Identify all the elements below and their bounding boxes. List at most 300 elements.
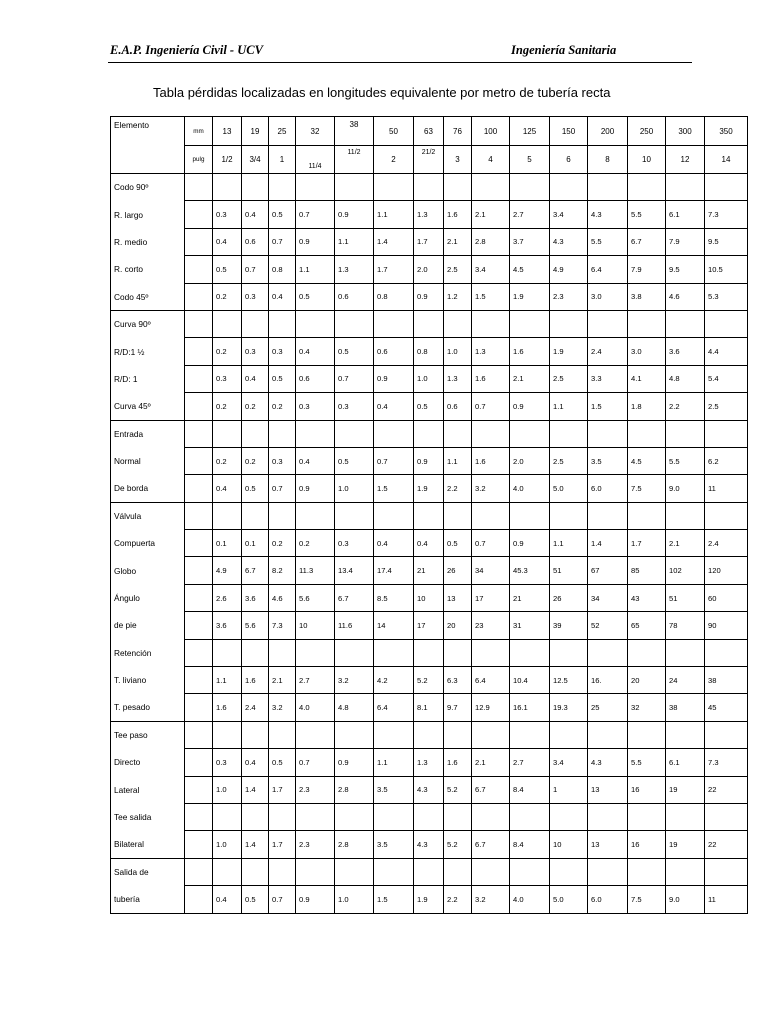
row-label: Curva 45º: [111, 393, 185, 420]
value-cell: 6.0: [588, 886, 628, 913]
value-cell: 1.1: [444, 447, 472, 474]
value-cell: 3.4: [472, 256, 510, 283]
value-cell: 1.7: [628, 530, 666, 557]
value-cell: 0.1: [213, 530, 242, 557]
value-cell: 5.2: [444, 831, 472, 858]
row-label: De borda: [111, 475, 185, 502]
value-cell: 1.3: [472, 338, 510, 365]
value-cell: [213, 174, 242, 201]
value-cell: 0.3: [269, 338, 296, 365]
value-cell: 0.2: [242, 393, 269, 420]
value-cell: [550, 858, 588, 885]
value-cell: 0.3: [335, 530, 374, 557]
value-cell: 4.3: [414, 776, 444, 803]
value-cell: 17.4: [374, 557, 414, 584]
value-cell: [628, 502, 666, 529]
table-row: [111, 338, 748, 365]
unit-spacer-cell: [185, 502, 213, 529]
value-cell: [296, 721, 335, 748]
value-cell: [414, 174, 444, 201]
unit-spacer-cell: [185, 475, 213, 502]
value-cell: 9.5: [705, 228, 748, 255]
value-cell: [414, 639, 444, 666]
value-cell: [444, 803, 472, 830]
value-cell: 13: [588, 776, 628, 803]
value-cell: 1.0: [335, 886, 374, 913]
value-cell: 3.2: [472, 475, 510, 502]
value-cell: 4.3: [588, 201, 628, 228]
value-cell: 0.5: [296, 283, 335, 310]
value-cell: 1.6: [213, 694, 242, 721]
unit-spacer-cell: [185, 310, 213, 337]
table-row: [111, 639, 748, 666]
value-cell: [705, 803, 748, 830]
value-cell: 4.8: [666, 365, 705, 392]
value-cell: [414, 721, 444, 748]
diameter-pulg: 11/4: [296, 146, 335, 174]
value-cell: 9.7: [444, 694, 472, 721]
value-cell: 2.4: [242, 694, 269, 721]
value-cell: [335, 420, 374, 447]
row-label: Válvula: [111, 502, 185, 529]
value-cell: 1.1: [335, 228, 374, 255]
value-cell: 2.2: [444, 886, 472, 913]
value-cell: 8.4: [510, 831, 550, 858]
value-cell: 1.3: [414, 201, 444, 228]
table-row: [111, 858, 748, 885]
value-cell: [666, 803, 705, 830]
value-cell: 0.2: [269, 530, 296, 557]
value-cell: 0.5: [444, 530, 472, 557]
table-row: [111, 447, 748, 474]
value-cell: 1.9: [414, 886, 444, 913]
value-cell: [705, 310, 748, 337]
row-label: R. corto: [111, 256, 185, 283]
value-cell: 0.4: [374, 530, 414, 557]
value-cell: [269, 858, 296, 885]
unit-spacer-cell: [185, 886, 213, 913]
value-cell: 0.2: [269, 393, 296, 420]
value-cell: 6.7: [335, 584, 374, 611]
row-label: R. medio: [111, 228, 185, 255]
value-cell: [444, 174, 472, 201]
value-cell: 85: [628, 557, 666, 584]
value-cell: 2.2: [444, 475, 472, 502]
diameter-pulg: 4: [472, 146, 510, 174]
row-label: Ángulo: [111, 584, 185, 611]
value-cell: 6.7: [472, 776, 510, 803]
value-cell: 60: [705, 584, 748, 611]
value-cell: 0.6: [296, 365, 335, 392]
value-cell: 5.5: [666, 447, 705, 474]
value-cell: 4.9: [550, 256, 588, 283]
value-cell: [666, 310, 705, 337]
value-cell: 6.4: [588, 256, 628, 283]
value-cell: 4.5: [510, 256, 550, 283]
value-cell: 0.2: [213, 447, 242, 474]
value-cell: [242, 803, 269, 830]
table-row: [111, 393, 748, 420]
table-body: [111, 117, 748, 914]
value-cell: 0.3: [213, 365, 242, 392]
value-cell: 2.5: [444, 256, 472, 283]
value-cell: 78: [666, 612, 705, 639]
value-cell: 2.1: [472, 201, 510, 228]
value-cell: 1.3: [444, 365, 472, 392]
value-cell: 3.5: [588, 447, 628, 474]
value-cell: 8.4: [510, 776, 550, 803]
value-cell: 1.0: [414, 365, 444, 392]
value-cell: 2.4: [705, 530, 748, 557]
unit-spacer-cell: [185, 447, 213, 474]
value-cell: 1.4: [374, 228, 414, 255]
row-label: Curva 90º: [111, 310, 185, 337]
value-cell: 0.4: [269, 283, 296, 310]
value-cell: 3.5: [374, 831, 414, 858]
value-cell: 0.3: [242, 338, 269, 365]
value-cell: 0.2: [242, 447, 269, 474]
diameter-mm: 63: [414, 117, 444, 146]
value-cell: 0.7: [296, 201, 335, 228]
value-cell: [510, 310, 550, 337]
value-cell: 0.5: [242, 886, 269, 913]
value-cell: 0.9: [414, 283, 444, 310]
value-cell: 0.6: [444, 393, 472, 420]
value-cell: [296, 502, 335, 529]
value-cell: 2.5: [705, 393, 748, 420]
value-cell: 3.6: [666, 338, 705, 365]
value-cell: 6.4: [472, 667, 510, 694]
value-cell: 11: [705, 886, 748, 913]
value-cell: 0.7: [472, 530, 510, 557]
diameter-pulg: 2: [374, 146, 414, 174]
value-cell: [705, 502, 748, 529]
value-cell: [510, 502, 550, 529]
value-cell: 0.5: [269, 749, 296, 776]
row-label: Compuerta: [111, 530, 185, 557]
value-cell: [705, 420, 748, 447]
row-label: Entrada: [111, 420, 185, 447]
value-cell: 3.2: [472, 886, 510, 913]
value-cell: [213, 502, 242, 529]
table-row: [111, 776, 748, 803]
value-cell: 1.6: [472, 365, 510, 392]
value-cell: [444, 310, 472, 337]
value-cell: [335, 721, 374, 748]
diameter-mm: 13: [213, 117, 242, 146]
row-label: Directo: [111, 749, 185, 776]
value-cell: 2.1: [444, 228, 472, 255]
value-cell: 0.5: [414, 393, 444, 420]
value-cell: 90: [705, 612, 748, 639]
value-cell: 1.7: [269, 831, 296, 858]
value-cell: 22: [705, 776, 748, 803]
value-cell: 0.4: [213, 886, 242, 913]
diameter-mm: 125: [510, 117, 550, 146]
value-cell: 0.6: [242, 228, 269, 255]
value-cell: 32: [628, 694, 666, 721]
value-cell: 16: [628, 831, 666, 858]
value-cell: 1.1: [550, 530, 588, 557]
value-cell: [628, 310, 666, 337]
value-cell: 19: [666, 831, 705, 858]
value-cell: [666, 420, 705, 447]
value-cell: 2.1: [666, 530, 705, 557]
value-cell: [374, 310, 414, 337]
value-cell: 0.9: [510, 530, 550, 557]
document-title: Tabla pérdidas localizadas en longitudes equivalente por metro de tubería recta: [153, 85, 611, 100]
diameter-pulg: 11/2: [335, 146, 374, 174]
value-cell: 0.9: [296, 475, 335, 502]
value-cell: 0.7: [335, 365, 374, 392]
diameter-mm: 50: [374, 117, 414, 146]
value-cell: [628, 858, 666, 885]
table-row: [111, 228, 748, 255]
value-cell: [550, 174, 588, 201]
diameter-pulg: 14: [705, 146, 748, 174]
value-cell: 22: [705, 831, 748, 858]
value-cell: 12.5: [550, 667, 588, 694]
value-cell: 1.1: [550, 393, 588, 420]
value-cell: [588, 803, 628, 830]
value-cell: 4.0: [510, 886, 550, 913]
value-cell: [213, 639, 242, 666]
value-cell: [628, 174, 666, 201]
value-cell: [666, 174, 705, 201]
value-cell: 1.7: [374, 256, 414, 283]
value-cell: 3.8: [628, 283, 666, 310]
value-cell: [296, 420, 335, 447]
value-cell: 0.3: [335, 393, 374, 420]
row-label: T. liviano: [111, 667, 185, 694]
value-cell: 0.6: [374, 338, 414, 365]
value-cell: [269, 174, 296, 201]
value-cell: 3.4: [550, 201, 588, 228]
value-cell: [374, 420, 414, 447]
value-cell: 4.0: [510, 475, 550, 502]
value-cell: [296, 858, 335, 885]
unit-spacer-cell: [185, 858, 213, 885]
value-cell: 14: [374, 612, 414, 639]
table-row: [111, 420, 748, 447]
value-cell: [296, 803, 335, 830]
unit-spacer-cell: [185, 283, 213, 310]
value-cell: 6.4: [374, 694, 414, 721]
value-cell: 2.0: [510, 447, 550, 474]
unit-spacer-cell: [185, 639, 213, 666]
value-cell: 25: [588, 694, 628, 721]
value-cell: [374, 803, 414, 830]
value-cell: 1: [550, 776, 588, 803]
value-cell: [705, 174, 748, 201]
value-cell: 0.9: [335, 749, 374, 776]
value-cell: 1.7: [414, 228, 444, 255]
value-cell: 12.9: [472, 694, 510, 721]
value-cell: 0.9: [510, 393, 550, 420]
unit-spacer-cell: [185, 256, 213, 283]
value-cell: [374, 721, 414, 748]
value-cell: 19: [666, 776, 705, 803]
value-cell: [472, 502, 510, 529]
table-row: [111, 174, 748, 201]
value-cell: 1.1: [213, 667, 242, 694]
unit-spacer-cell: [185, 749, 213, 776]
value-cell: 4.0: [296, 694, 335, 721]
value-cell: 24: [666, 667, 705, 694]
value-cell: 6.7: [242, 557, 269, 584]
row-label: Bilateral: [111, 831, 185, 858]
diameter-pulg: 5: [510, 146, 550, 174]
value-cell: 0.9: [296, 886, 335, 913]
value-cell: [666, 502, 705, 529]
value-cell: 6.0: [588, 475, 628, 502]
row-label: Normal: [111, 447, 185, 474]
diameter-pulg: 12: [666, 146, 705, 174]
value-cell: [414, 858, 444, 885]
diameter-mm: 25: [269, 117, 296, 146]
header-institution: E.A.P. Ingeniería Civil - UCV: [110, 43, 263, 57]
value-cell: 10: [550, 831, 588, 858]
value-cell: 34: [588, 584, 628, 611]
value-cell: 34: [472, 557, 510, 584]
value-cell: [550, 420, 588, 447]
value-cell: 0.7: [374, 447, 414, 474]
value-cell: [705, 639, 748, 666]
value-cell: [444, 502, 472, 529]
value-cell: 1.6: [444, 201, 472, 228]
value-cell: 2.4: [588, 338, 628, 365]
value-cell: 120: [705, 557, 748, 584]
value-cell: [472, 803, 510, 830]
value-cell: 0.7: [269, 886, 296, 913]
table-row: [111, 803, 748, 830]
value-cell: 2.8: [335, 831, 374, 858]
value-cell: 39: [550, 612, 588, 639]
value-cell: [705, 858, 748, 885]
row-label: R/D: 1: [111, 365, 185, 392]
value-cell: [414, 310, 444, 337]
value-cell: 13: [444, 584, 472, 611]
value-cell: [335, 502, 374, 529]
value-cell: [444, 639, 472, 666]
value-cell: 1.6: [242, 667, 269, 694]
value-cell: 0.7: [269, 475, 296, 502]
value-cell: 9.0: [666, 475, 705, 502]
value-cell: [414, 803, 444, 830]
value-cell: 5.5: [628, 749, 666, 776]
header-row-mm: [111, 117, 748, 146]
value-cell: [588, 639, 628, 666]
unit-spacer-cell: [185, 721, 213, 748]
value-cell: 1.9: [414, 475, 444, 502]
header-row-pulg: [111, 146, 748, 174]
value-cell: [335, 858, 374, 885]
value-cell: 4.6: [269, 584, 296, 611]
table-row: [111, 612, 748, 639]
value-cell: [510, 174, 550, 201]
value-cell: 5.0: [550, 475, 588, 502]
value-cell: 4.3: [588, 749, 628, 776]
value-cell: [374, 174, 414, 201]
table-row: [111, 667, 748, 694]
value-cell: 1.8: [628, 393, 666, 420]
value-cell: 1.3: [335, 256, 374, 283]
table-row: [111, 886, 748, 913]
diameter-pulg: 21/2: [414, 146, 444, 174]
table-row: [111, 749, 748, 776]
value-cell: 20: [444, 612, 472, 639]
value-cell: 67: [588, 557, 628, 584]
value-cell: [550, 721, 588, 748]
diameter-mm: 19: [242, 117, 269, 146]
value-cell: 4.8: [335, 694, 374, 721]
value-cell: 0.3: [296, 393, 335, 420]
value-cell: 21: [414, 557, 444, 584]
value-cell: 11.3: [296, 557, 335, 584]
value-cell: 1.0: [213, 776, 242, 803]
value-cell: 0.4: [414, 530, 444, 557]
unit-label-mm: mm: [185, 117, 213, 146]
value-cell: [444, 420, 472, 447]
value-cell: 1.3: [414, 749, 444, 776]
table-row: [111, 502, 748, 529]
value-cell: [213, 721, 242, 748]
value-cell: [550, 502, 588, 529]
value-cell: [242, 721, 269, 748]
value-cell: [213, 310, 242, 337]
value-cell: 3.2: [335, 667, 374, 694]
value-cell: [269, 639, 296, 666]
value-cell: [296, 174, 335, 201]
value-cell: 8.2: [269, 557, 296, 584]
value-cell: 0.6: [335, 283, 374, 310]
value-cell: 2.1: [510, 365, 550, 392]
unit-spacer-cell: [185, 420, 213, 447]
value-cell: 38: [705, 667, 748, 694]
value-cell: [588, 174, 628, 201]
value-cell: 0.3: [213, 749, 242, 776]
diameter-mm: 32: [296, 117, 335, 146]
value-cell: 5.3: [705, 283, 748, 310]
value-cell: [588, 721, 628, 748]
row-label: Codo 45º: [111, 283, 185, 310]
value-cell: 3.0: [628, 338, 666, 365]
value-cell: [550, 803, 588, 830]
value-cell: 1.4: [242, 831, 269, 858]
value-cell: 1.0: [335, 475, 374, 502]
value-cell: 3.3: [588, 365, 628, 392]
value-cell: [510, 803, 550, 830]
value-cell: 0.4: [213, 228, 242, 255]
value-cell: 13: [588, 831, 628, 858]
value-cell: [269, 803, 296, 830]
value-cell: 102: [666, 557, 705, 584]
value-cell: 6.2: [705, 447, 748, 474]
value-cell: [472, 639, 510, 666]
diameter-mm: 300: [666, 117, 705, 146]
value-cell: 0.9: [414, 447, 444, 474]
value-cell: 16: [628, 776, 666, 803]
value-cell: 0.2: [213, 338, 242, 365]
value-cell: 2.7: [510, 749, 550, 776]
value-cell: [374, 502, 414, 529]
value-cell: 4.3: [414, 831, 444, 858]
value-cell: 1.1: [296, 256, 335, 283]
value-cell: 4.4: [705, 338, 748, 365]
value-cell: 1.9: [510, 283, 550, 310]
value-cell: [588, 502, 628, 529]
value-cell: 0.4: [242, 365, 269, 392]
